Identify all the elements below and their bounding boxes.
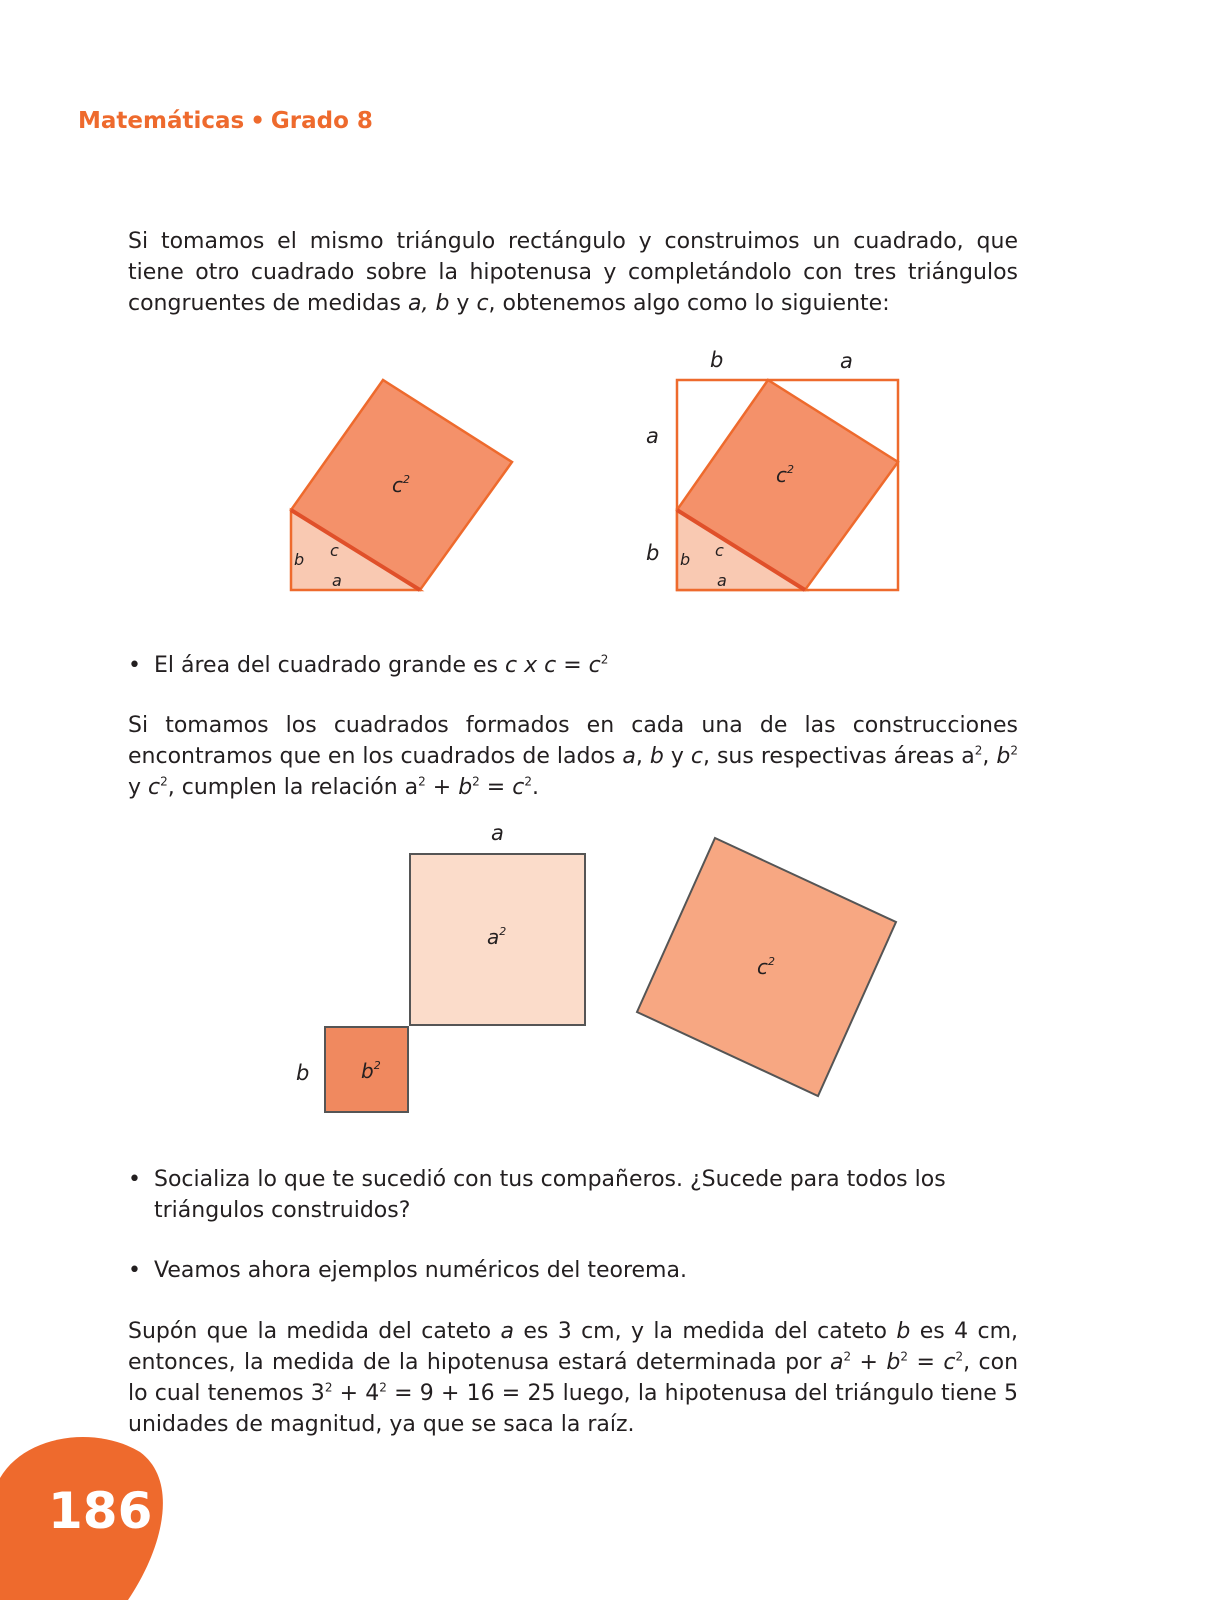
hyp-c-label: c	[330, 541, 339, 560]
bullet-area	[128, 650, 1018, 681]
b-squared-label: $b^2$	[361, 1059, 381, 1083]
top-a-label: a	[840, 349, 853, 373]
c2-squared-label: $c^2$	[757, 955, 775, 979]
example-paragraph: Supón que la medida del cateto a es 3 cm, y la medida del cateto b es 4 cm, entonces, la medida de la hipotenusa estará determinada por $a^2 + b^2 = c^2$, con lo cual tenemos $3^2 + 4^2 = 9 + 16 = 25$ luego, la hipotenusa del triángulo tiene 5 unidades de magnitud, ya que se saca la raíz.	[128, 1319, 1019, 1437]
a-squared-label: $a^2$	[487, 925, 507, 949]
leg-b-label: b	[294, 550, 305, 569]
header-grade: Grado 8	[270, 108, 373, 134]
bullet-mark: •	[128, 1167, 141, 1192]
intro-text-3: , obtenemos algo como lo siguiente:	[488, 291, 890, 316]
a-side-label: a	[491, 821, 504, 845]
bullet-mark: •	[128, 1258, 141, 1283]
b-side-label: b	[296, 1061, 310, 1085]
intro-text-2: y	[449, 291, 477, 316]
page-number: 186	[48, 1482, 153, 1540]
figure-left-construction	[291, 380, 512, 590]
header-subject: Matemáticas	[78, 108, 245, 134]
right-c-squared-label: $c^2$	[776, 463, 794, 487]
relation-paragraph: Si tomamos los cuadrados formados en cada una de las construcciones encontramos que en los cuadrados de lados a, b y c, sus respectivas áreas $a^2$, $b^2$ y $c^2$, cumplen la relación $a^2 + b^2 = c^2$.	[128, 713, 1018, 800]
side-b-label: b	[646, 541, 660, 565]
right-hyp-c-label: c	[715, 541, 724, 560]
bullet-area-exp: 2	[600, 652, 609, 667]
intro-text-1: Si tomamos el mismo triángulo rectángulo y construimos un cuadrado, que tiene otro cuadrado sobre la hipotenusa y completándolo con tres triángulos congruentes de medidas	[128, 229, 1018, 316]
c-squared-label: $c^2$	[392, 473, 410, 497]
header-separator: •	[250, 108, 265, 134]
figure-right-construction	[646, 348, 898, 590]
right-leg-b-label: b	[680, 550, 691, 569]
bullet-examples	[128, 1255, 1018, 1286]
leg-a-label: a	[332, 571, 342, 590]
bullet-area-formula: c x c = c	[505, 653, 601, 678]
bullet-socialize-text: Socializa lo que te sucedió con tus compañeros. ¿Sucede para todos los triángulos construidos?	[154, 1167, 946, 1223]
bullet-examples-text: Veamos ahora ejemplos numéricos del teorema.	[154, 1258, 687, 1283]
right-leg-a-label: a	[717, 571, 727, 590]
intro-vars: a, b	[407, 291, 450, 316]
bullet-mark: •	[128, 653, 141, 678]
figure-squares	[296, 821, 896, 1112]
intro-var-c: c	[476, 291, 489, 316]
top-b-label: b	[710, 348, 724, 372]
bullet-area-text: El área del cuadrado grande es	[154, 653, 506, 678]
side-a-label: a	[646, 424, 659, 448]
bullet-socialize	[128, 1164, 1018, 1226]
